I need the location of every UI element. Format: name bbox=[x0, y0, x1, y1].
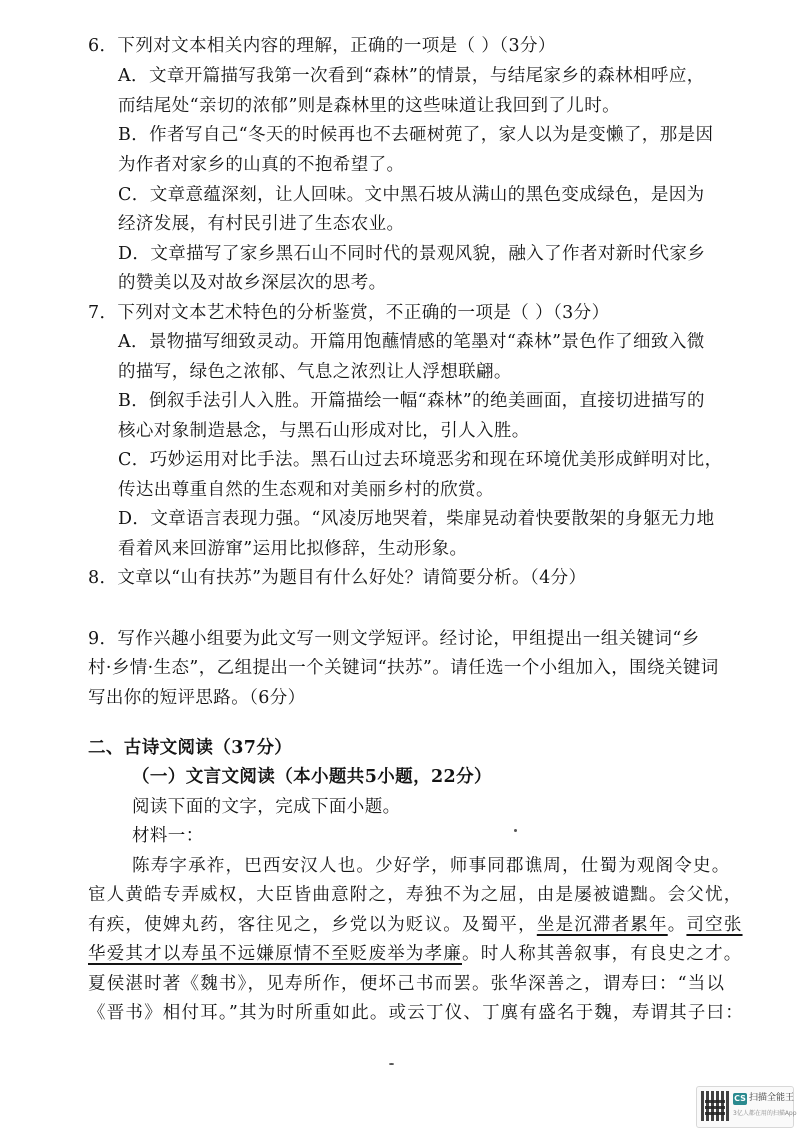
passage-line-3-text: 有疾，使婢丸药，客往见之，乡党以为贬议。及蜀平， bbox=[88, 915, 537, 935]
q7-option-d: D．文章语言表现力强。“风凌厉地哭着，柴扉晃动着快要散架的身躯无力地 bbox=[118, 509, 715, 529]
passage-line-6: 《晋书》相付耳。”其为时所重如此。或云丁仪、丁廙有盛名于魏，寿谓其子曰： bbox=[88, 1003, 744, 1023]
passage-line-3-period: 。 bbox=[667, 915, 687, 935]
subsection-title: （一）文言文阅读（本小题共5小题，22分） bbox=[132, 767, 492, 787]
underlined-phrase-2-start: 司空张 bbox=[686, 915, 743, 935]
q9-line-3: 写出你的短评思路。（6分） bbox=[88, 688, 306, 708]
q8-stem: 8．文章以“山有扶苏”为题目有什么好处？请简要分析。（4分） bbox=[88, 568, 587, 588]
q6-option-a-cont: 而结尾处“亲切的浓郁”则是森林里的这些味道让我回到了儿时。 bbox=[118, 96, 620, 116]
q7-option-c: C．巧妙运用对比手法。黑石山过去环境恶劣和现在环境优美形成鲜明对比， bbox=[118, 450, 723, 470]
q7-option-b-cont: 核心对象制造悬念，与黑石山形成对比，引人入胜。 bbox=[118, 421, 530, 441]
q6-option-c-cont: 经济发展，有村民引进了生态农业。 bbox=[118, 214, 405, 234]
passage-line-4-text: 。时人称其善叙事，有良史之才。 bbox=[462, 944, 743, 964]
q6-option-d-cont: 的赞美以及对故乡深层次的思考。 bbox=[118, 273, 387, 293]
scan-speck bbox=[389, 1063, 394, 1065]
scanner-watermark-badge bbox=[696, 1086, 797, 1128]
scanner-app-slogan: 3亿人都在用的扫描App bbox=[733, 1110, 797, 1117]
q7-option-a: A．景物描写细致灵动。开篇用饱蘸情感的笔墨对“森林”景色作了细致入微 bbox=[118, 332, 705, 352]
underlined-phrase-2-end: 华爱其才以寿虽不远嫌原情不至贬废举为孝廉 bbox=[88, 944, 462, 964]
passage-line-3 bbox=[88, 913, 743, 937]
scanner-app-name: 扫描全能王 bbox=[749, 1093, 795, 1103]
q7-option-d-cont: 看着风来回游窜”运用比拟修辞，生动形象。 bbox=[118, 539, 468, 559]
reading-instruction: 阅读下面的文字，完成下面小题。 bbox=[132, 797, 401, 817]
passage-line-2: 宦人黄皓专弄威权，大臣皆曲意附之，寿独不为之屈，由是屡被谴黜。会父忧， bbox=[88, 885, 743, 905]
q6-option-b-cont: 为作者对家乡的山真的不抱希望了。 bbox=[118, 155, 405, 175]
section-title: 二、古诗文阅读（37分） bbox=[88, 738, 293, 758]
scan-speck bbox=[514, 829, 517, 832]
q7-stem: 7．下列对文本艺术特色的分析鉴赏，不正确的一项是（ ）（3分） bbox=[88, 303, 610, 323]
q9-line-2: 村·乡情·生态”，乙组提出一个关键词“扶苏”。请任选一个小组加入，围绕关键词 bbox=[88, 658, 719, 678]
q7-option-c-cont: 传达出尊重自然的生态观和对美丽乡村的欣赏。 bbox=[118, 480, 494, 500]
material-label: 材料一： bbox=[132, 826, 204, 846]
q6-option-d: D．文章描写了家乡黑石山不同时代的景观风貌，融入了作者对新时代家乡 bbox=[118, 244, 706, 264]
underlined-phrase-1: 坐是沉滞者累年 bbox=[536, 915, 668, 935]
q6-option-c: C．文章意蕴深刻，让人回味。文中黑石坡从满山的黑色变成绿色，是因为 bbox=[118, 185, 705, 205]
camscanner-logo: CS bbox=[734, 1094, 746, 1103]
q6-option-b: B．作者写自己“冬天的时候再也不去砸树蔸了，家人以为是变懒了，那是因 bbox=[118, 125, 714, 145]
q7-option-b: B．倒叙手法引人入胜。开篇描绘一幅“森林”的绝美画面，直接切进描写的 bbox=[118, 391, 705, 411]
q9-line-1: 9．写作兴趣小组要为此文写一则文学短评。经讨论，甲组提出一组关键词“乡 bbox=[88, 629, 700, 649]
q7-option-a-cont: 的描写，绿色之浓郁、气息之浓烈让人浮想联翩。 bbox=[118, 362, 512, 382]
passage-line-5: 夏侯湛时著《魏书》，见寿所作，便坏己书而罢。张华深善之，谓寿曰：“当以 bbox=[88, 974, 726, 994]
q6-option-a: A．文章开篇描写我第一次看到“森林”的情景，与结尾家乡的森林相呼应， bbox=[118, 66, 705, 86]
q6-stem: 6．下列对文本相关内容的理解，正确的一项是（ ）（3分） bbox=[88, 36, 556, 56]
passage-line-4 bbox=[88, 942, 743, 966]
qr-code-icon bbox=[701, 1091, 729, 1121]
passage-line-1: 陈寿字承祚，巴西安汉人也。少好学，师事同郡谯周，仕蜀为观阁令史。 bbox=[132, 856, 731, 876]
